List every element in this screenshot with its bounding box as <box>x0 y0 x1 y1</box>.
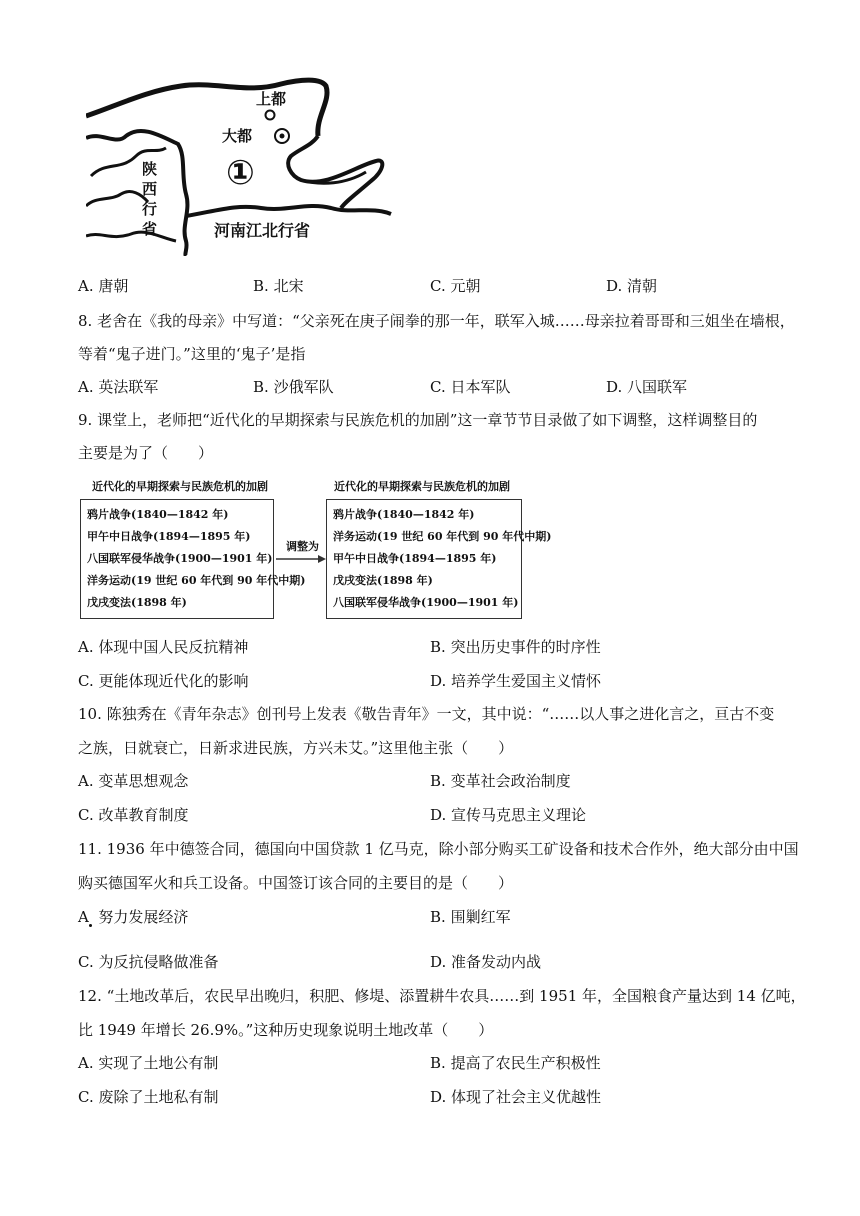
option-text: 日本军队 <box>450 378 511 396</box>
q8-option-c[interactable] <box>430 377 511 397</box>
option-letter: D. <box>430 806 447 824</box>
q9-right-title: 近代化的早期探索与民族危机的加剧 <box>334 480 510 493</box>
option-letter: D. <box>430 1088 447 1106</box>
q10-option-c[interactable] <box>78 805 189 825</box>
q7-option-a[interactable] <box>78 276 128 296</box>
q9-right-item: 八国联军侵华战争(1900—1901 年) <box>333 596 519 609</box>
option-text: 围剿红军 <box>450 908 511 926</box>
q9-arrow-label: 调整为 <box>286 540 319 553</box>
option-letter: B. <box>430 772 446 790</box>
q9-left-item: 鸦片战争(1840—1842 年) <box>87 508 229 521</box>
map-border-south <box>186 206 391 216</box>
option-text: 为反抗侵略做准备 <box>98 953 219 971</box>
yuan-dynasty-map <box>86 76 396 256</box>
option-text: 北宋 <box>273 277 304 295</box>
option-text: 实现了土地公有制 <box>98 1054 219 1072</box>
q9-arrow-icon <box>274 552 328 566</box>
map-border-north <box>86 80 327 136</box>
q9-stem-line-2: 主要是为了（ ） <box>78 444 214 462</box>
q11-stem-line-2: 购买德国军火和兵工设备。中国签订该合同的主要目的是（ ） <box>78 874 514 892</box>
option-letter: D. <box>606 277 623 295</box>
map-label-shaanxi-4: 省 <box>142 220 158 238</box>
option-text: 元朝 <box>450 277 481 295</box>
q11-option-d[interactable] <box>430 952 541 972</box>
q10-option-a[interactable] <box>78 771 188 791</box>
q9-option-a[interactable] <box>78 637 248 657</box>
option-text: 唐朝 <box>98 277 129 295</box>
shangdu-marker <box>266 111 275 120</box>
option-text: 变革社会政治制度 <box>450 772 571 790</box>
option-text: 更能体现近代化的影响 <box>98 672 249 690</box>
option-text: 清朝 <box>627 277 658 295</box>
option-text: 变革思想观念 <box>98 772 189 790</box>
map-label-shangdu: 上都 <box>256 90 287 108</box>
map-region-left <box>86 192 148 206</box>
q12-option-b[interactable] <box>430 1053 601 1073</box>
option-text: 改革教育制度 <box>98 806 189 824</box>
map-label-shaanxi-1: 陕 <box>142 160 158 178</box>
q12-stem-line-1: 12. “土地改革后，农民早出晚归，积肥、修堤、添置耕牛农具……到 1951 年，全国粮食产量达到 14 亿吨， <box>78 987 806 1005</box>
q10-stem-line-1: 10. 陈独秀在《青年杂志》创刊号上发表《敬告青年》一文，其中说：“……以人事之进化言之，亘古不变 <box>78 705 775 723</box>
q9-option-d[interactable] <box>430 671 601 691</box>
q10-option-d[interactable] <box>430 805 586 825</box>
q9-left-item: 甲午中日战争(1894—1895 年) <box>87 530 251 543</box>
option-letter: B. <box>253 378 269 396</box>
q12-option-c[interactable] <box>78 1087 219 1107</box>
option-letter: C. <box>430 277 446 295</box>
option-letter: B. <box>430 908 446 926</box>
q10-option-b[interactable] <box>430 771 571 791</box>
option-text: 培养学生爱国主义情怀 <box>451 672 602 690</box>
option-text: 八国联军 <box>627 378 688 396</box>
q11-option-a[interactable] <box>78 907 188 927</box>
stray-dot <box>89 924 92 927</box>
q7-option-d[interactable] <box>606 276 657 296</box>
option-letter: C. <box>78 672 94 690</box>
option-text: 努力发展经济 <box>98 908 189 926</box>
q9-option-c[interactable] <box>78 671 249 691</box>
option-letter: A. <box>78 638 94 656</box>
q11-stem-line-1: 11. 1936 年中德签合同，德国向中国贷款 1 亿马克，除小部分购买工矿设备和技术合作外，绝大部分由中国 <box>78 840 799 858</box>
option-letter: D. <box>606 378 623 396</box>
q8-option-d[interactable] <box>606 377 687 397</box>
option-letter: D. <box>430 953 447 971</box>
q9-left-item: 戊戌变法(1898 年) <box>87 596 187 609</box>
q9-left-title: 近代化的早期探索与民族危机的加剧 <box>92 480 268 493</box>
q9-right-item: 戊戌变法(1898 年) <box>333 574 433 587</box>
option-text: 废除了土地私有制 <box>98 1088 219 1106</box>
option-text: 突出历史事件的时序性 <box>450 638 601 656</box>
q8-stem-line-1: 8. 老舍在《我的母亲》中写道：“父亲死在庚子闹拳的那一年，联军入城……母亲拉着哥哥和三姐坐在墙根， <box>78 312 795 330</box>
map-label-henan-jiangbei: 河南江北行省 <box>214 221 311 240</box>
q11-option-b[interactable] <box>430 907 511 927</box>
map-label-shaanxi-3: 行 <box>142 200 158 218</box>
option-letter: C. <box>78 1088 94 1106</box>
option-text: 准备发动内战 <box>451 953 542 971</box>
option-text: 英法联军 <box>98 378 159 396</box>
q8-option-b[interactable] <box>253 377 334 397</box>
q12-option-a[interactable] <box>78 1053 218 1073</box>
map-region-bottom <box>86 232 176 241</box>
q9-option-b[interactable] <box>430 637 601 657</box>
option-letter: B. <box>253 277 269 295</box>
map-label-shaanxi-2: 西 <box>142 180 158 198</box>
map-coast <box>288 136 382 208</box>
option-letter: B. <box>430 638 446 656</box>
q9-right-item: 甲午中日战争(1894—1895 年) <box>333 552 497 565</box>
q12-option-d[interactable] <box>430 1087 601 1107</box>
option-text: 宣传马克思主义理论 <box>451 806 587 824</box>
option-letter: A. <box>78 1054 94 1072</box>
option-letter: A. <box>78 277 94 295</box>
option-letter: C. <box>78 806 94 824</box>
option-letter: D. <box>430 672 447 690</box>
option-letter: A. <box>78 772 94 790</box>
q11-option-c[interactable] <box>78 952 219 972</box>
q9-right-item: 鸦片战争(1840—1842 年) <box>333 508 475 521</box>
q9-right-item: 洋务运动(19 世纪 60 年代到 90 年代中期) <box>333 530 552 543</box>
q8-option-a[interactable] <box>78 377 158 397</box>
map-label-dadu: 大都 <box>222 127 253 145</box>
option-letter: A. <box>78 378 94 396</box>
q9-right-box <box>326 499 552 619</box>
q7-option-b[interactable] <box>253 276 304 296</box>
option-letter: B. <box>430 1054 446 1072</box>
q9-left-item: 洋务运动(19 世纪 60 年代到 90 年代中期) <box>87 574 306 587</box>
option-letter: C. <box>78 953 94 971</box>
option-letter: A <box>78 908 89 926</box>
q10-stem-line-2: 之族，日就衰亡，日新求进民族，方兴未艾。”这里他主张（ ） <box>78 739 514 757</box>
q8-stem-line-2: 等着“鬼子进门。”这里的‘鬼子’是指 <box>78 345 306 363</box>
dadu-marker-dot <box>280 134 285 139</box>
q12-stem-line-2: 比 1949 年增长 26.9%。”这种历史现象说明土地改革（ ） <box>78 1021 494 1039</box>
q9-stem-line-1: 9. 课堂上，老师把“近代化的早期探索与民族危机的加剧”这一章节节目录做了如下调整，这样调整目的 <box>78 411 758 429</box>
option-text: 体现中国人民反抗精神 <box>98 638 249 656</box>
option-letter: C. <box>430 378 446 396</box>
option-text: 体现了社会主义优越性 <box>451 1088 602 1106</box>
q9-left-item: 八国联军侵华战争(1900—1901 年) <box>87 552 273 565</box>
map-label-region-1: ① <box>226 153 255 193</box>
option-text: 沙俄军队 <box>273 378 334 396</box>
option-text: 提高了农民生产积极性 <box>450 1054 601 1072</box>
q7-option-c[interactable] <box>430 276 481 296</box>
